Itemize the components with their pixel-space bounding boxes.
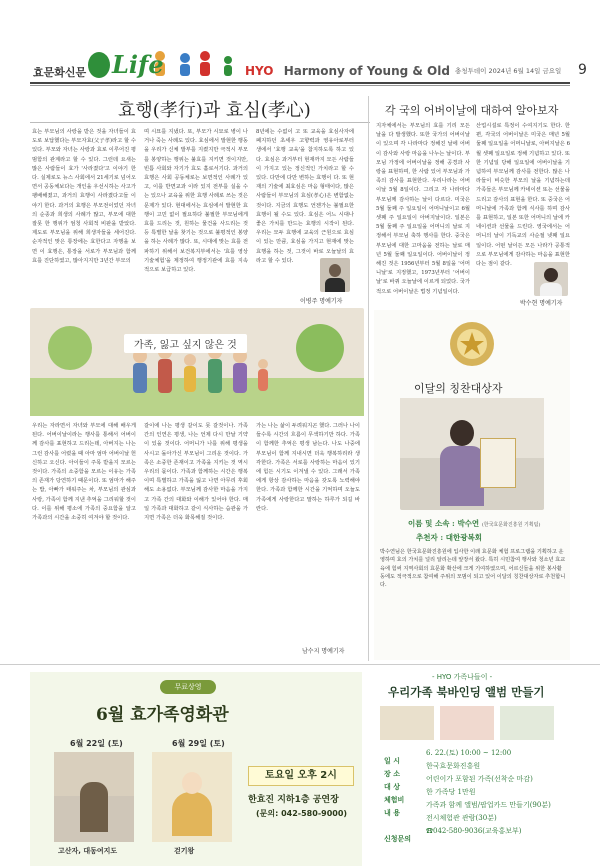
hyo-word: HYO xyxy=(245,64,274,78)
hyo-harmony-title xyxy=(245,64,450,78)
award-name xyxy=(408,518,540,529)
award-description: 박수연님은 한국효문화진흥원에 입사한 이래 효문화 체험 프로그램을 기획하고 운영하며 효의 가치를 널리 알리는데 앞장서 왔다. 특히 시민참여 행사와 청소년 효교육에 힘써 지역사회의 효문화 확산에 크게 기여하였으며, 어르신들을 위한 봉사활동에도 적극적으로 참여해 주위의 모범이 되고 있어 이달의 칭찬대상자로 추천합니다. xyxy=(380,549,566,589)
award-photo xyxy=(400,398,544,510)
event-row: 내 용 가족과 함께 앨범/팝업카드 만들기(90분) xyxy=(384,801,551,817)
movie2-title: 걷기왕 xyxy=(174,847,195,855)
hyo-logo-icon xyxy=(88,52,110,78)
article2-col1: 지자체에서는 부모님의 효를 기리 모든 날을 다 발생했다. 또한 국가의 어버이날이 있으며 각 나라마다 정해진 날에 어버이 감사와 사랑 마음을 나누는 날이다. 부모님 가정에 어버이날을 정해 공경과 사랑을 표현하며, 한 사람 있어 부모님과 가족의 감사를 표현한다. 우리나라는 어버이날 5월 8일이다. 그리고 각 나라마다 부모님께 감사하는 날이 다르다. 미국은 5월 둘째 주 일요일이 어머니날이고 6월 셋째 주 일요일이 아버지날이다. 일본은 5월 둘째 주 일요일을 어머니의 날로 지정해서 부모님 축하 행사를 한다. 중국은 부모님에 대한 고마움을 전하는 날로 매년 5월 둘째 일요일이다. 어버이날이 정해진 것은 1956년부터 5월 8일을 '어머니날'로 지정했고, 1973년부터 '어버이날'로 바꿔 오늘날에 이르게 되었다. 국가적으로 어버이날은 법정 기념일이다. xyxy=(376,123,470,295)
column-divider xyxy=(368,96,369,661)
masthead xyxy=(0,0,600,92)
award-name-label: 이름 및 소속 : 박수연 xyxy=(408,519,480,528)
event-photos xyxy=(380,706,556,742)
article3-col2: 갈이에 나는 평생 갈이도 못 갈것이나. 가족 간의 인연은 평생, 나는 언제 다시 만날 기약이 있을 것이다. 어머니가 나를 위해 평생을 사시고 돌아가신 부모님이 그리운 것이다. 가족은 소중한 존재이고 가족을 지키는 것 역시 우리의 몫이다. 가족과 함께하는 시간은 행복이며 특별하고 가족을 잃고 나면 아무리 후회해도 소용없다. 부모님께 감사한 마음을 가지고 가족 간의 대화와 이해가 있어야 한다. 매일 가족과 대화하고 같이 식사하는 습관을 가지면 가족은 더욱 화목해질 것이다. xyxy=(144,423,248,522)
movie1-poster xyxy=(54,752,134,842)
family-illustration xyxy=(30,308,364,416)
event-tag: - HYO 가족나들이 - xyxy=(432,673,493,681)
movie1-title: 고산자, 대동여지도 xyxy=(58,847,118,855)
award-title: 이달의 칭찬대상자 xyxy=(414,382,503,395)
event-row: 신청문의 ☎042-580-9036(교육홍보부) xyxy=(384,827,522,843)
article2-author-photo xyxy=(534,262,568,296)
event-title: 우리가족 북바인딩 앨범 만들기 xyxy=(388,685,545,699)
movie-tag: 무료상영 xyxy=(160,680,216,694)
article2-col2: 산업시설로 특정이 수여지기도 한다. 한편, 각국의 어버이날은 미국은 매년 5월 둘째 일요일을 어머니날로, 아버지날은 6월 셋째 일요일로 정해 기념하고 있다. 또한 기념일 당해 일요일에 어버이날을 기념하여 부모님께 감사를 전한다. 많은 나라들이 비슷한 부모의 날을 기념하는데 가족들은 부모님께 카네이션 또는 선물을 드리고 감사의 표현을 한다. 또 중국은 어머니날에 가족과 함께 식사를 하며 감사를 표현하고, 일본 또한 어머니의 날에 카네이션과 선물을 드린다. 영국에서는 어머니의 날이 기독교의 사순절 넷째 일요일이다. 어떤 날이든 모든 나라가 공통적으로 부모님에게 감사하는 마음을 표현한다는 점이 같다. xyxy=(476,123,570,268)
movie-venue: 한효진 지하1층 공연장 xyxy=(248,795,339,805)
event-info-list xyxy=(384,748,568,843)
article3-col1: 우리는 자라면서 자녀와 부모에 대해 배우게 된다. 어버이날이라는 행사를 통해서 어버이께 감사를 표현하고 드리는데, 아버지는 나는 그런 감사를 어렸을 때 아마 엄마 어버이날 헌신하고 오신다. 아이들이 주목 받을지 모르는 것이다. 가족의 소중함을 모르는 이유는 가족의 존재가 당연하기 때문이다. 또 엄마가 해주는 밥, 아빠가 태워주는 차, 부모님의 관심과 사랑, 가족이 함께 지낸 추억을 그리워할 것이다. 이를 위해 평소에 가족의 중요함을 알고 가족과의 시간을 소중히 여겨야 할 것이다. xyxy=(32,423,136,522)
article1-rule xyxy=(30,122,370,123)
article3-byline: 남수지 명예기자 xyxy=(302,648,345,655)
event-row: 장 소 한국효문화진흥원 xyxy=(384,762,481,778)
page-number: 9 xyxy=(578,62,587,78)
article2-headline: 각 국의 어버이날에 대하여 알아보자 xyxy=(385,104,559,117)
movie-time: 토요일 오후 2시 xyxy=(248,766,354,786)
article1-col3: 8년에는 수없이 고 또 교육을 효심사자에 폐지하던 초세우 고향력과 영유아로부터 생에서 '효행 교육'을 참지하도록 하고 있다. 효심은 과거부터 현재까지 모든 사람들이 가지고 있는 정신적인 가치라고 할 수 있다. 다만에 다만 변하는 효행이 다. 또 현재의 기술에 최효심은 마음 형태이다, 많은 사람들이 부모님의 효심(孝心)은 변함없는 것이다. 지금의 효행도 언젠가는 불필요한 효행이 될 수도 있다. 효심은 어느 시대나 좋은 가치를 만드는 효행의 시작이 된다. 우리는 모두 효행에 교육의 근원으로 효심이 있는 만큼, 효심을 가지고 현재에 맞는 효행을 하는 것, 그것이 바로 오늘날의 효라고 할 수 있다. xyxy=(256,129,354,264)
movie-date1: 6월 22일 (토) xyxy=(70,739,123,748)
masthead-rule-thin xyxy=(30,85,570,86)
event-row: 체험비 한 가족당 1만원 xyxy=(384,788,476,804)
movie2-poster xyxy=(152,752,232,842)
event-row: 대 상 어린이가 포함된 가족(선착순 마감) xyxy=(384,775,533,791)
family-illustration-icon xyxy=(30,308,364,416)
award-recommender: 추천자 : 대한광복회 xyxy=(416,533,482,542)
event-row: 전시체험관 관람(30분) xyxy=(426,814,497,822)
bottom-divider xyxy=(0,664,600,665)
article1-col2: 며 시묘를 지냈다. 또, 부모가 시묘로 병이 나거나 죽는 사례도 있다. 효심에서 발현한 행동을 우리가 신체 발부를 지켰지만 극적시 부모를 봉양하는 행위는 불효를 지키면 것이지만, 빈틈 사회와 자기가 효도 홀로서기다. 과거의 효행은 사회 공동체로는 보면적인 사례가 있고, 이를 반면교과 이라 있지 전부를 실을 수는 있으나 교육을 위한 효행 사례로 쓰는 것은 문제가 있다. 현대에서는 효심에서 발현한 효행이 고민 없이 필요하다 불필한 부모님에게 효를 드리는 것, 원하는 물건을 사드리는 것 등 특별한 날을 찾기는 것으로 불평적인 봉양을 하는 사례가 많다. 또, 시대에 맞는 효를 전파하기 위해서 보건복지부에서는 '효를 영상 기술체험'을 제정하여 행정기관에 효를 지속적으로 보급하고 있다. xyxy=(144,129,248,274)
article1-col1: 효는 부모님의 사랑을 받은 것을 자녀들이 효도로 보답했다는 부모자효(父子孝)라고 할 수 있다. 부모와 자녀는 사랑과 효로 이루어진 평범함의 관계라고 할 수 있다. 그런데 요새는 많은 사람들이 효가 '사라졌다'고 이야기 한다. 실제로도 뉴스 사회에서 21세기로 넘어오면서 공동체보다는 개인을 우선시하는 사고가 팽배해졌고, 과거의 효행이 사라졌다고들 이야기 한다. 과거의 효행은 부모전이었던 자녀의 순종과 희생의 사례가 많고, 부모에 대한 잘못 한 행위가 엄청 사회적 비판을 받았다. 제도로 부모님을 위해 희생자들을 세어진다. 순자적인 맞은 통장에는 효한다고 자행을 보면 이 효행은, 통장을 서로가 부모님과 함께 효를 진단하였고, 많아지지만 3년간 부모의 xyxy=(32,129,136,264)
publication-info: 충청투데이 2024년 6월 14일 금요일 xyxy=(455,67,562,75)
logo-life: Life xyxy=(112,50,164,79)
movie-phone: (문의: 042-580-9000) xyxy=(256,809,348,818)
article1-author-photo xyxy=(320,258,350,292)
article1-headline: 효행(孝行)과 효심(孝心) xyxy=(118,100,311,121)
paper-name: 효문화신문 xyxy=(33,66,87,79)
award-badge-icon xyxy=(446,318,498,370)
article2-byline: 박수현 명예기자 xyxy=(520,300,563,307)
article1-byline: 이병주 명예기자 xyxy=(300,298,343,305)
movie-title: 6월 효가족영화관 xyxy=(96,705,229,725)
article3-title: 가족, 잃고 싶지 않은 것 xyxy=(124,334,247,353)
masthead-rule xyxy=(30,82,570,84)
harmony-text: Harmony of Young & Old xyxy=(283,64,450,78)
movie-date2: 6월 29일 (토) xyxy=(172,739,225,748)
article3-col3: 가는 나는 삶이 두려워지곤 했다. 그러나 나이들수록 시간의 흐름이 무색하기만 하다. 가족이 함께한 추억은 평생 남는다. 나도 나중에 부모님이 함께 지내시면 더욱 행복하리라 생각한다. 가족은 서로를 사랑하는 마음이 있기에 힘든 시기도 이겨낼 수 있다. 그래서 가족에게 항상 감사하는 마음을 갖도록 노력해야 한다. 가족과 함께한 시간을 기억하며 오늘도 가족에게 사랑한다고 말하는 하루가 되길 바란다. xyxy=(256,423,360,512)
award-name-note: (한국효문화진흥원 기획팀) xyxy=(481,522,541,528)
event-row: 일 시 6. 22.(토) 10:00 ~ 12:00 xyxy=(384,749,512,765)
